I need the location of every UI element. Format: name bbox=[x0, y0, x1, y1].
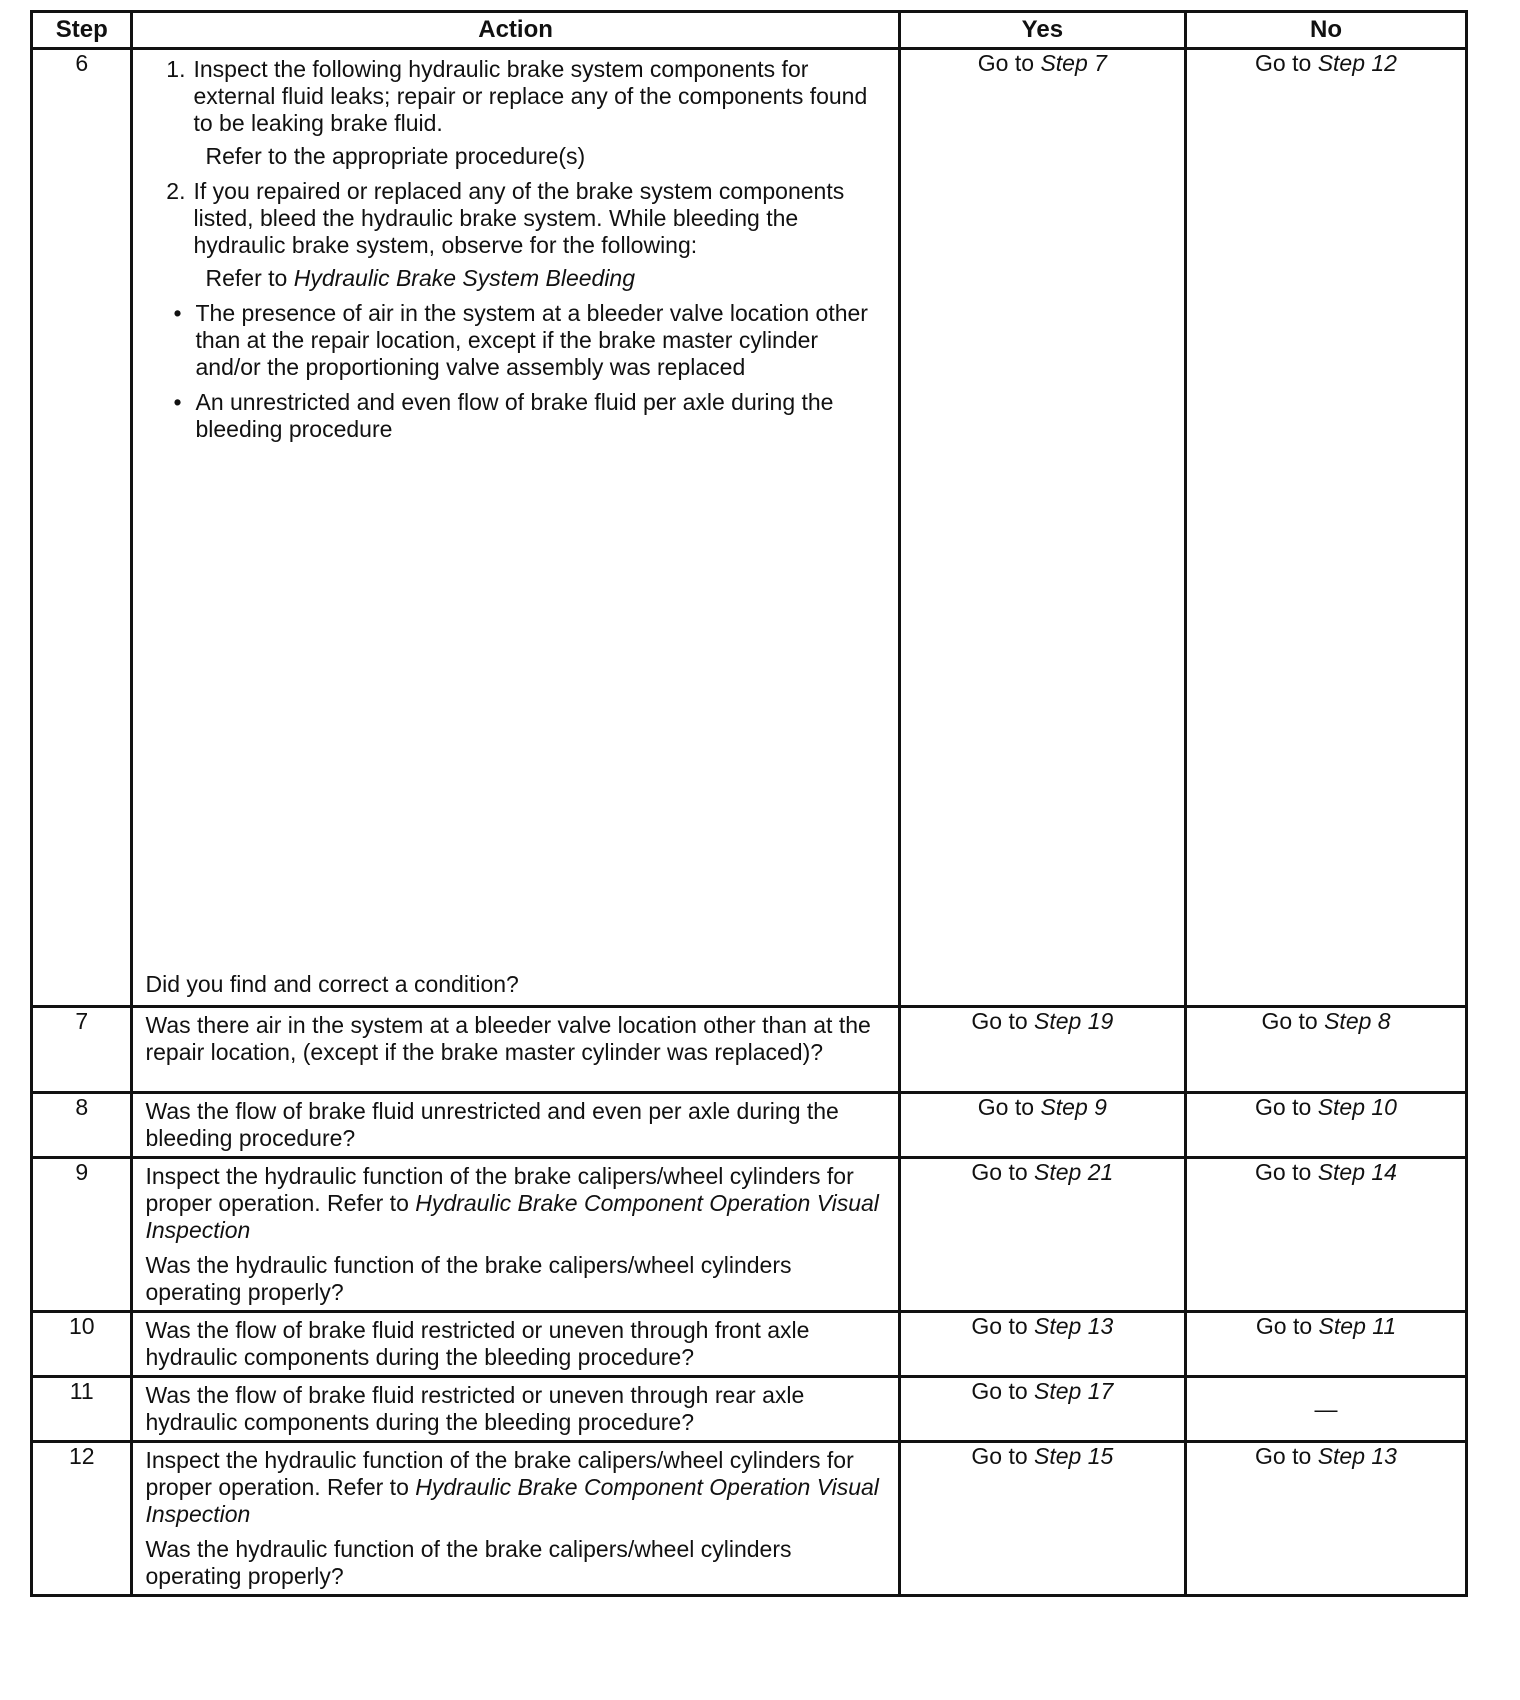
action-question: Was the hydraulic function of the brake calipers/wheel cylinders operating properly? bbox=[145, 1536, 792, 1589]
table-row bbox=[32, 1312, 1467, 1377]
bullet-item: • The presence of air in the system at a bleeder valve location other than at the repair location, except if the brake master cylinder and/or the proportioning valve assembly was replaced bbox=[173, 300, 868, 380]
step-link[interactable]: Step 12 bbox=[1317, 50, 1397, 76]
procedure-link[interactable]: Hydraulic Brake Component Operation Visual Inspection bbox=[145, 1474, 879, 1527]
action-item-2: 2. If you repaired or replaced any of the brake system components listed, bleed the hydraulic brake system. While bleeding the hydraulic brake system, observe for the following: bbox=[166, 178, 845, 258]
table-row bbox=[32, 1442, 1467, 1596]
table-row bbox=[32, 49, 1467, 1007]
step-link[interactable]: Step 7 bbox=[1040, 50, 1107, 76]
no-result: Go to Step 13 bbox=[1186, 1442, 1467, 1596]
step-number: 9 bbox=[32, 1158, 132, 1312]
no-result: Go to Step 12 bbox=[1186, 49, 1467, 1007]
bullet-item: • An unrestricted and even flow of brake fluid per axle during the bleeding procedure bbox=[173, 389, 834, 442]
no-result: Go to Step 14 bbox=[1186, 1158, 1467, 1312]
action-question: Was the flow of brake fluid restricted or uneven through rear axle hydraulic components during the bleeding procedure? bbox=[145, 1382, 805, 1435]
header-step: Step bbox=[32, 12, 132, 49]
step-number: 12 bbox=[32, 1442, 132, 1596]
procedure-link[interactable]: Hydraulic Brake System Bleeding bbox=[293, 265, 636, 291]
step-link[interactable]: Step 19 bbox=[1034, 1008, 1114, 1034]
action-cell bbox=[132, 1158, 899, 1312]
yes-result: Go to Step 7 bbox=[899, 49, 1185, 1007]
table-row bbox=[32, 1377, 1467, 1442]
header-action: Action bbox=[132, 12, 899, 49]
action-cell bbox=[132, 1377, 899, 1442]
yes-result: Go to Step 13 bbox=[899, 1312, 1185, 1377]
table-header-row bbox=[32, 12, 1467, 49]
no-result: Go to Step 11 bbox=[1186, 1312, 1467, 1377]
yes-result: Go to Step 15 bbox=[899, 1442, 1185, 1596]
header-no: No bbox=[1186, 12, 1467, 49]
no-result: Go to Step 10 bbox=[1186, 1093, 1467, 1158]
step-number: 11 bbox=[32, 1377, 132, 1442]
step-link[interactable]: Step 21 bbox=[1034, 1159, 1114, 1185]
step-link[interactable]: Step 13 bbox=[1317, 1443, 1397, 1469]
yes-result: Go to Step 9 bbox=[899, 1093, 1185, 1158]
action-cell bbox=[132, 49, 899, 1007]
action-question: Did you find and correct a condition? bbox=[145, 971, 519, 997]
step-link[interactable]: Step 14 bbox=[1317, 1159, 1397, 1185]
no-result: Go to Step 8 bbox=[1186, 1007, 1467, 1093]
action-instruction: Inspect the hydraulic function of the brake calipers/wheel cylinders for proper operation. Refer to Hydraulic Brake Component Operation Visual Inspection bbox=[145, 1447, 879, 1527]
action-instruction: Inspect the hydraulic function of the brake calipers/wheel cylinders for proper operation. Refer to Hydraulic Brake Component Operation Visual Inspection bbox=[145, 1163, 879, 1243]
step-link[interactable]: Step 9 bbox=[1040, 1094, 1107, 1120]
step-link[interactable]: Step 13 bbox=[1034, 1313, 1114, 1339]
table-row bbox=[32, 1093, 1467, 1158]
step-link[interactable]: Step 15 bbox=[1034, 1443, 1114, 1469]
action-question: Was the hydraulic function of the brake calipers/wheel cylinders operating properly? bbox=[145, 1252, 792, 1305]
action-question: Was the flow of brake fluid restricted or uneven through front axle hydraulic components during the bleeding procedure? bbox=[145, 1317, 810, 1370]
step-link[interactable]: Step 17 bbox=[1034, 1378, 1114, 1404]
table-row bbox=[32, 1007, 1467, 1093]
step-number: 7 bbox=[32, 1007, 132, 1093]
table-row bbox=[32, 1158, 1467, 1312]
yes-result: Go to Step 19 bbox=[899, 1007, 1185, 1093]
step-number: 8 bbox=[32, 1093, 132, 1158]
yes-result: Go to Step 21 bbox=[899, 1158, 1185, 1312]
action-cell bbox=[132, 1007, 899, 1093]
yes-result: Go to Step 17 bbox=[899, 1377, 1185, 1442]
step-link[interactable]: Step 11 bbox=[1318, 1313, 1397, 1339]
step-number: 6 bbox=[32, 49, 132, 1007]
action-item-1-ref: Refer to the appropriate procedure(s) bbox=[205, 143, 586, 169]
action-item-2-ref: Refer to Hydraulic Brake System Bleeding bbox=[205, 265, 636, 291]
action-cell bbox=[132, 1093, 899, 1158]
diagnostic-table bbox=[30, 10, 1468, 1597]
action-question: Was the flow of brake fluid unrestricted and even per axle during the bleeding procedure? bbox=[145, 1098, 839, 1151]
step-link[interactable]: Step 8 bbox=[1324, 1008, 1391, 1034]
step-number: 10 bbox=[32, 1312, 132, 1377]
action-question: Was there air in the system at a bleeder valve location other than at the repair location, (except if the brake master cylinder was replaced)? bbox=[145, 1012, 871, 1065]
header-yes: Yes bbox=[899, 12, 1185, 49]
procedure-link[interactable]: Hydraulic Brake Component Operation Visual Inspection bbox=[145, 1190, 879, 1243]
no-result: — bbox=[1186, 1377, 1467, 1442]
action-cell bbox=[132, 1442, 899, 1596]
step-link[interactable]: Step 10 bbox=[1317, 1094, 1397, 1120]
action-item-1: 1. Inspect the following hydraulic brake system components for external fluid leaks; repair or replace any of the components found to be leaking brake fluid. bbox=[166, 56, 868, 136]
action-cell bbox=[132, 1312, 899, 1377]
